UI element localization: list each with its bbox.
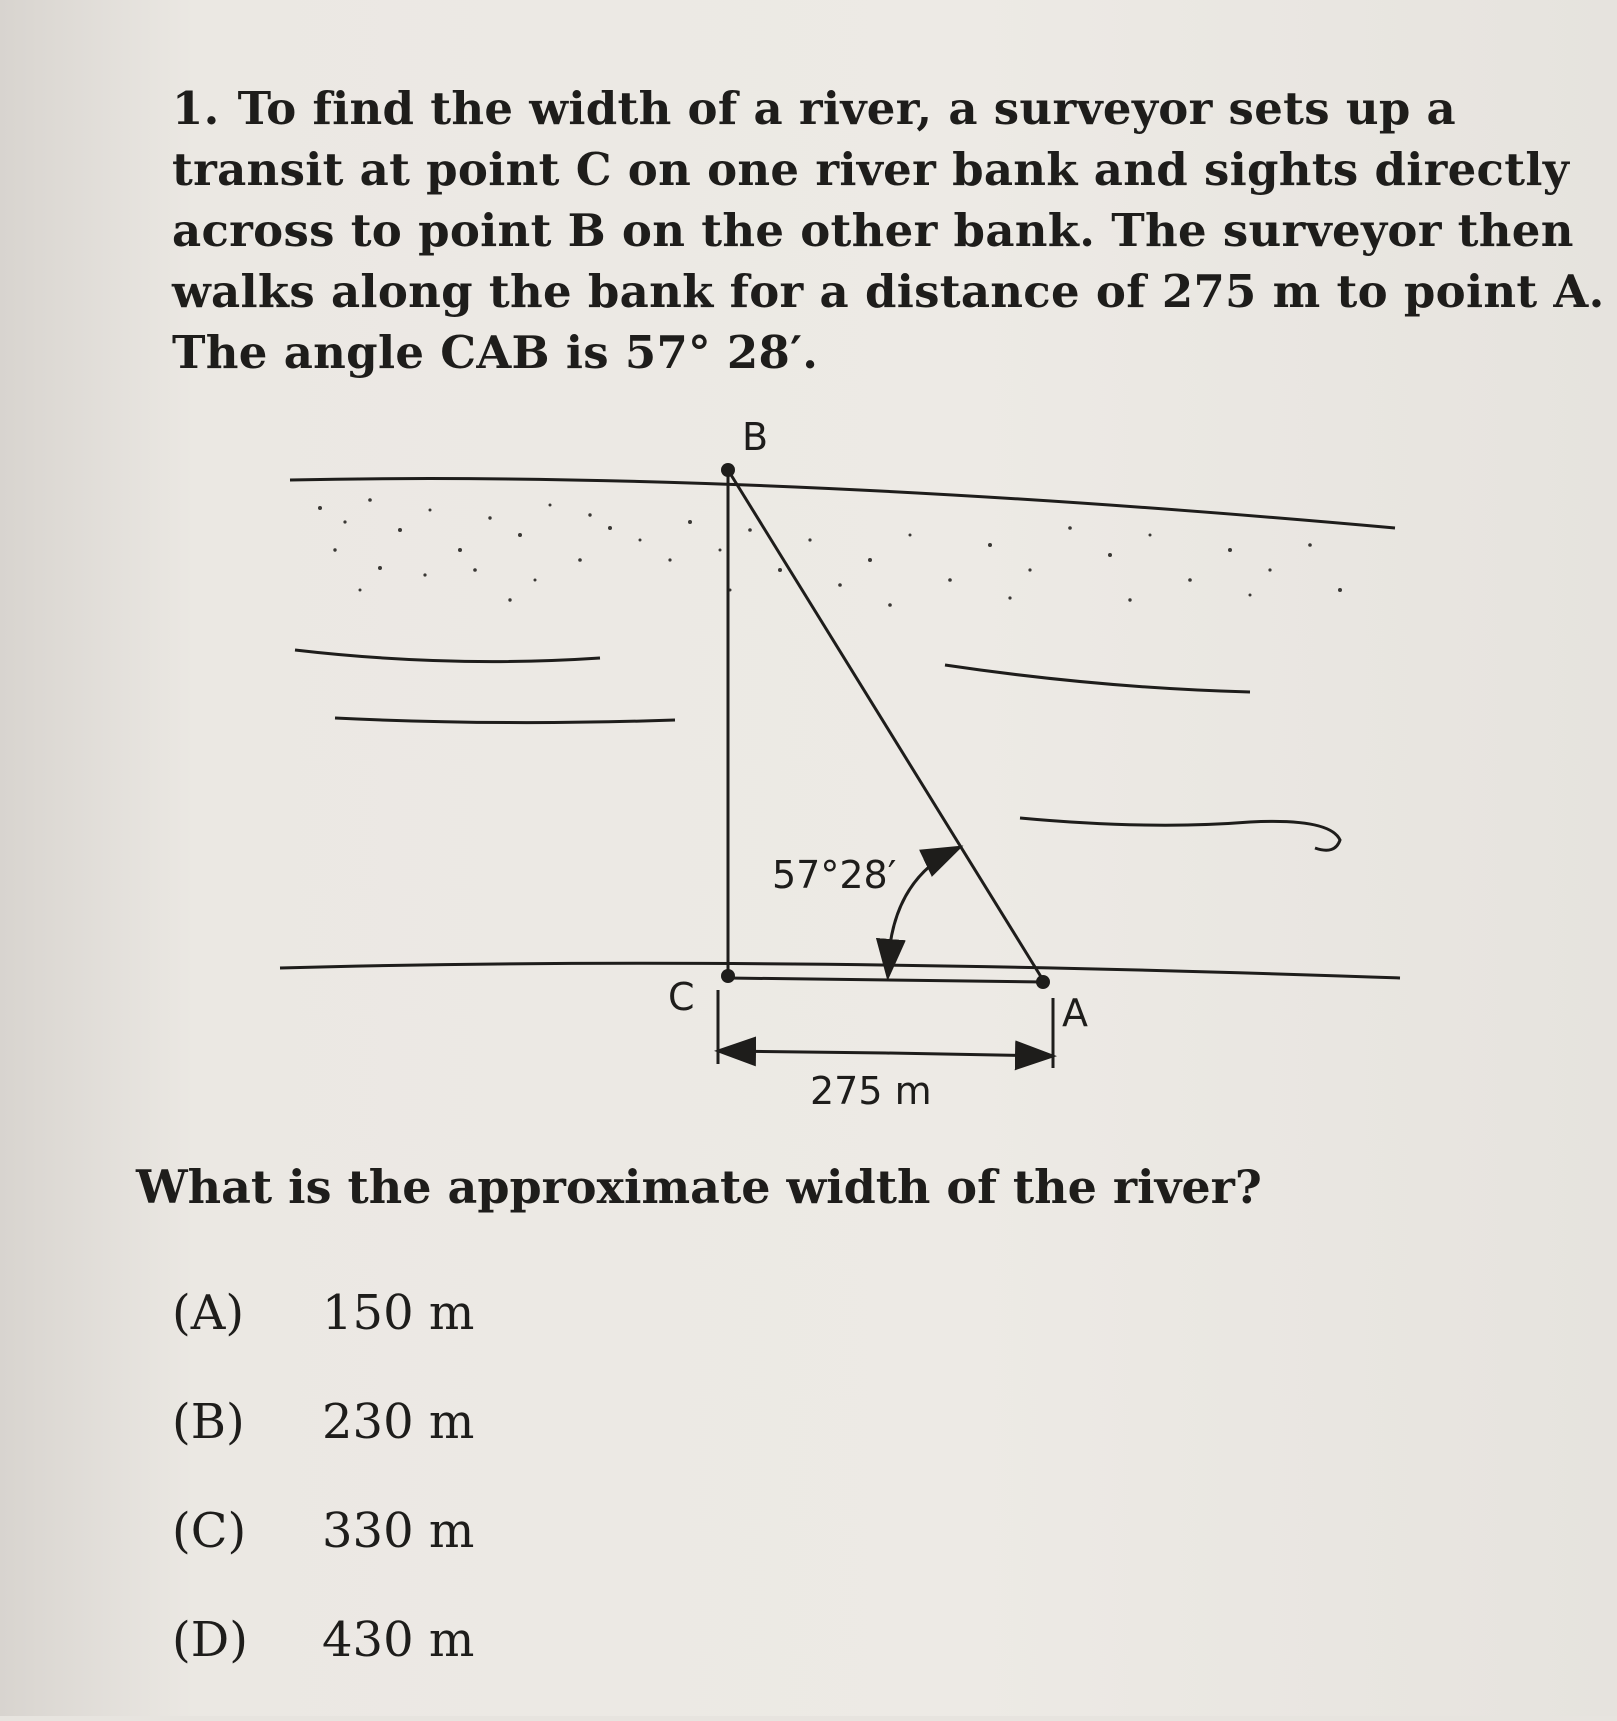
- river-diagram: [250, 410, 1410, 1110]
- water-ripple-2: [335, 718, 675, 723]
- label-point-a: A: [1062, 991, 1088, 1035]
- question-text: What is the approximate width of the river?: [136, 1160, 1262, 1214]
- choice-a-letter: (A): [172, 1285, 245, 1341]
- label-point-b: B: [742, 415, 769, 459]
- problem-line-5: The angle CAB is 57° 28′.: [172, 326, 819, 379]
- sand-stipple: [318, 498, 1342, 607]
- choice-c[interactable]: [172, 1503, 474, 1612]
- choice-d-letter: (D): [172, 1612, 248, 1668]
- problem-statement: [172, 78, 1605, 383]
- choice-a-text: 150 m: [322, 1285, 475, 1341]
- segment-ba: [728, 470, 1043, 980]
- choice-a[interactable]: [172, 1285, 474, 1394]
- problem-line-3: across to point B on the other bank. The surveyor then: [172, 204, 1574, 257]
- problem-number: 1.: [172, 82, 220, 135]
- problem-line-4: walks along the bank for a distance of 275 m to point A.: [172, 265, 1605, 318]
- point-b-dot: [721, 463, 735, 477]
- segment-ca: [728, 978, 1043, 982]
- label-angle: 57°28′: [772, 853, 897, 897]
- far-bank-line: [290, 479, 1395, 528]
- water-ripple-3: [945, 665, 1250, 692]
- dimension-arrow-left: [720, 1051, 886, 1053]
- problem-line-1: 1. To find the width of a river, a surveyor sets up a: [172, 82, 1457, 135]
- dimension-arrow-right: [886, 1053, 1051, 1056]
- problem-line-2: transit at point C on one river bank and sights directly: [172, 143, 1570, 196]
- choice-b-letter: (B): [172, 1394, 245, 1450]
- point-c-dot: [721, 969, 735, 983]
- point-a-dot: [1036, 975, 1050, 989]
- angle-arc: [888, 848, 958, 970]
- label-distance: 275 m: [810, 1069, 932, 1110]
- choice-b-text: 230 m: [322, 1394, 475, 1450]
- near-bank-line: [280, 963, 1400, 978]
- choice-b[interactable]: [172, 1394, 474, 1503]
- water-ripple-1: [295, 650, 600, 662]
- choice-d-text: 430 m: [322, 1612, 475, 1668]
- choice-c-text: 330 m: [322, 1503, 475, 1559]
- water-ripple-4: [1020, 818, 1340, 850]
- choice-d[interactable]: [172, 1612, 474, 1721]
- answer-choices: [172, 1285, 474, 1721]
- choice-c-letter: (C): [172, 1503, 247, 1559]
- label-point-c: C: [668, 975, 695, 1019]
- river-diagram-svg: [250, 410, 1410, 1110]
- angle-arc-tail-arrow: [888, 950, 890, 975]
